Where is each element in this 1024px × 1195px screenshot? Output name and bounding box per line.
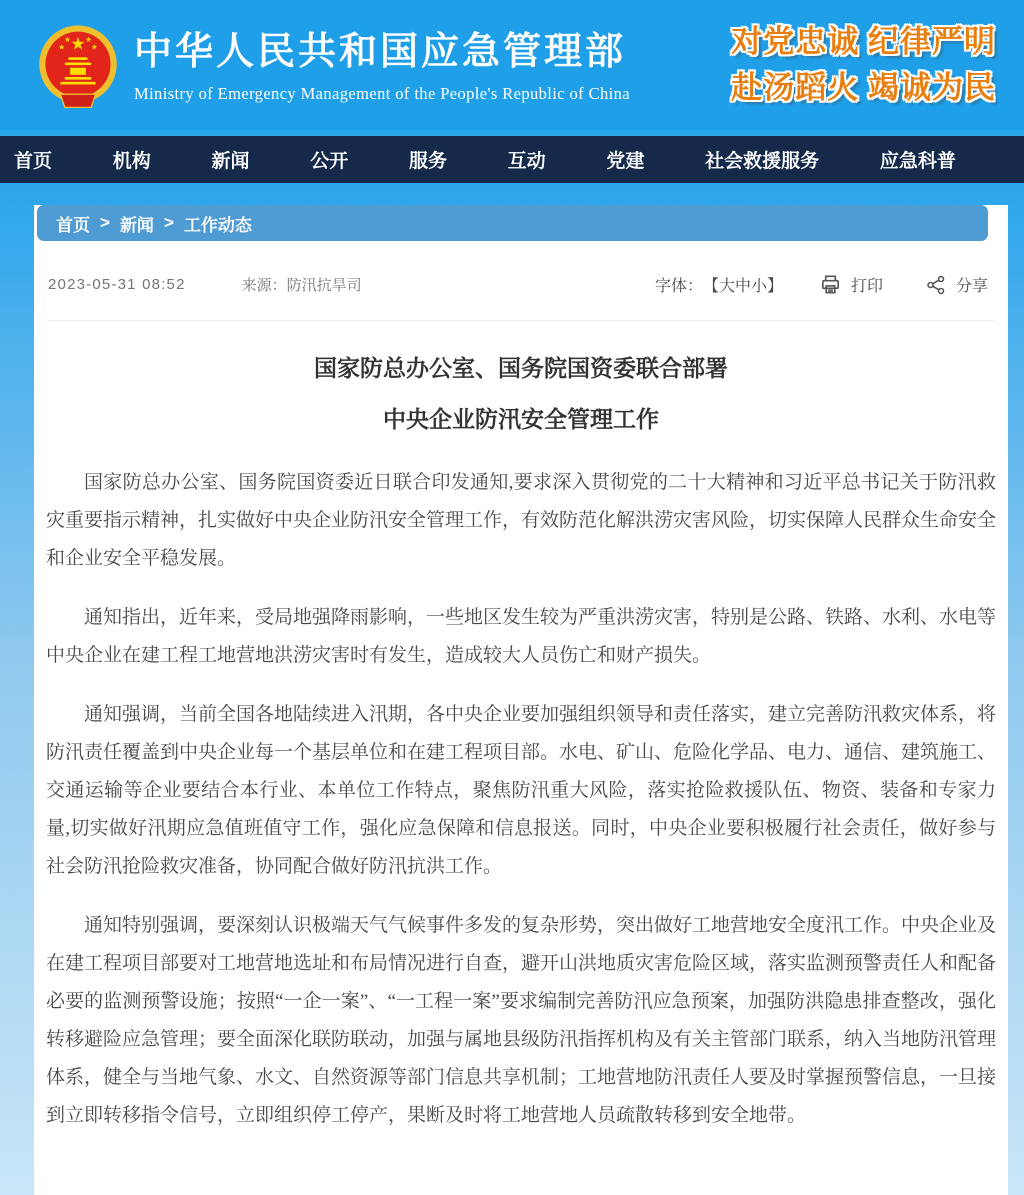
content-panel	[34, 205, 1008, 1195]
breadcrumb-separator: >	[163, 213, 174, 232]
share-label: 分享	[955, 278, 988, 295]
font-size-options[interactable]: 【大中小】	[702, 278, 783, 295]
article-paragraph: 通知指出，近年来，受局地强降雨影响，一些地区发生较为严重洪涝灾害，特别是公路、铁路、水利、水电等中央企业在建工程工地营地洪涝灾害时有发生，造成较大人员伤亡和财产损失。	[46, 607, 997, 666]
site-title: 中华人民共和国应急管理部	[134, 30, 627, 73]
main-navigation	[0, 136, 1024, 183]
article-title-line-2: 中央企业防汛安全管理工作	[383, 407, 659, 432]
article-paragraph: 通知强调，当前全国各地陆续进入汛期，各中央企业要加强组织领导和责任落实，建立完善防汛救灾体系，将防汛责任覆盖到中央企业每一个基层单位和在建工程项目部。水电、矿山、危险化学品、电力、通信、建筑施工、交通运输等企业要结合本行业、本单位工作特点，聚焦防汛重大风险，落实抢险救援队伍、物资、装备和专家力量,切实做好汛期应急值班值守工作，强化应急保障和信息报送。同时，中央企业要积极履行社会责任，做好参与社会防汛抢险救灾准备，协同配合做好防汛抗洪工作。	[46, 704, 997, 877]
article-title	[34, 357, 1008, 431]
print-button[interactable]	[819, 273, 883, 296]
share-icon	[925, 274, 947, 296]
printer-icon	[819, 273, 842, 296]
nav-item-party-building[interactable]: 党建	[606, 151, 645, 172]
slogan-banner	[731, 19, 1004, 111]
font-size-label: 字体：	[654, 278, 703, 295]
site-header	[0, 0, 1024, 130]
nav-item-organization[interactable]: 机构	[112, 151, 151, 172]
article-paragraph: 通知特别强调，要深刻认识极端天气气候事件多发的复杂形势，突出做好工地营地安全度汛工作。中央企业及在建工程项目部要对工地营地选址和布局情况进行自查，避开山洪地质灾害危险区域，落实监测预警责任人和配备必要的监测预警设施；按照“一企一案”、“一工程一案”要求编制完善防汛应急预案，加强防洪隐患排查整改，强化转移避险应急管理；要全面深化联防联动，加强与属地县级防汛指挥机构及有关主管部门联系，纳入当地防汛管理体系，健全与当地气象、水文、自然资源等部门信息共享机制；工地营地防汛责任人要及时掌握预警信息，一旦接到立即转移指令信号，立即组织停工停产，果断及时将工地营地人员疏散转移到安全地带。	[46, 915, 997, 1126]
article-paragraph: 国家防总办公室、国务院国资委近日联合印发通知,要求深入贯彻党的二十大精神和习近平总书记关于防汛救灾重要指示精神，扎实做好中央企业防汛安全管理工作，有效防范化解洪涝灾害风险，切实保障人民群众生命安全和企业安全平稳发展。	[46, 472, 997, 569]
breadcrumb-separator: >	[100, 213, 110, 232]
breadcrumb	[37, 205, 988, 241]
article-meta-bar	[48, 241, 994, 321]
breadcrumb-current: 工作动态	[183, 215, 252, 235]
slogan-line-1: 对党忠诚 纪律严明	[731, 24, 996, 59]
print-label: 打印	[850, 278, 883, 295]
nav-item-home[interactable]: 首页	[14, 151, 53, 172]
nav-item-interaction[interactable]: 互动	[507, 151, 546, 172]
breadcrumb-home[interactable]: 首页	[56, 215, 90, 235]
share-button[interactable]	[925, 273, 988, 296]
nav-item-disclosure[interactable]: 公开	[310, 151, 349, 172]
publish-date: 2023-05-31 08:52	[48, 276, 186, 293]
slogan-line-2: 赴汤蹈火 竭诚为民	[731, 70, 996, 105]
breadcrumb-news[interactable]: 新闻	[119, 215, 154, 235]
article-title-line-1: 国家防总办公室、国务院国资委联合部署	[314, 356, 728, 381]
nav-item-services[interactable]: 服务	[408, 151, 447, 172]
nav-item-emergency-science[interactable]: 应急科普	[879, 151, 956, 172]
site-subtitle-english: Ministry of Emergency Management of the People's Republic of China	[134, 83, 631, 103]
nav-item-social-rescue-services[interactable]: 社会救援服务	[705, 151, 820, 172]
national-emblem-logo	[34, 22, 122, 110]
nav-item-news[interactable]: 新闻	[211, 151, 250, 172]
article-source: 来源：防汛抗旱司	[241, 277, 362, 294]
article-body	[46, 464, 996, 1135]
